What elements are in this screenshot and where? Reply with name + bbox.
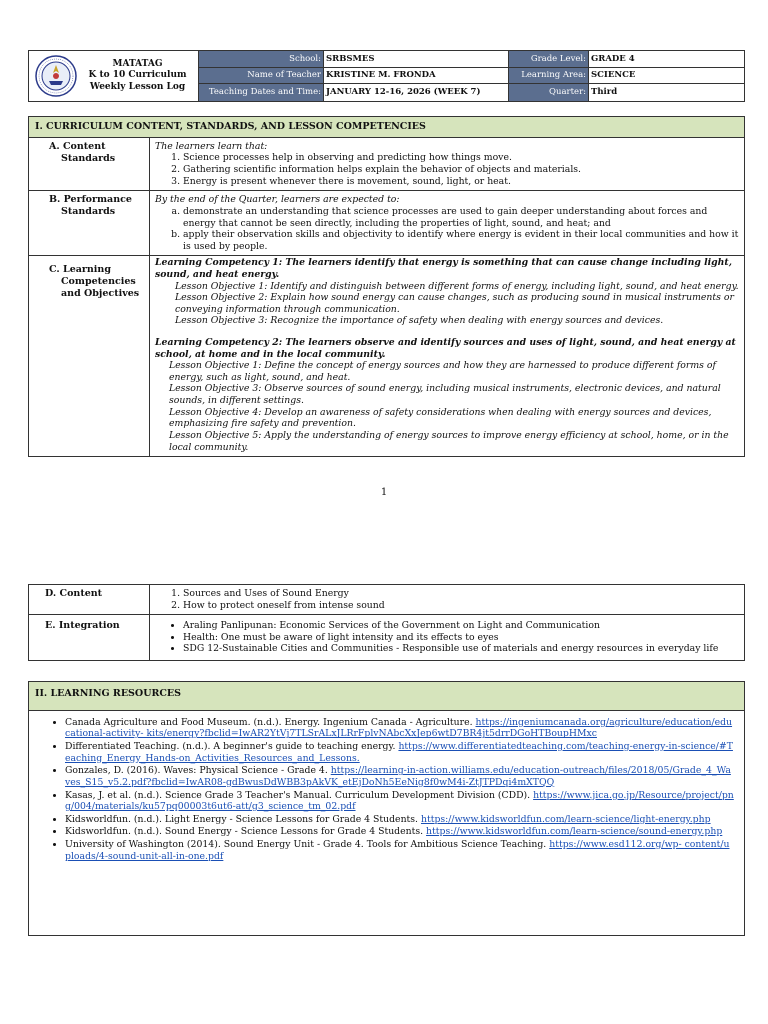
list-item: 2. Gathering scientific information helps explain the behavior of objects and materials. [183,164,739,176]
content-content [150,585,744,614]
quarter-label: Quarter: [509,84,589,101]
school-value: SRBSMES [324,51,509,68]
resources-list [29,711,744,862]
resource-link[interactable]: https://www.differentiatedteaching.com/teaching-energy-in-science/#Teaching_Energy_Hands-on_Activities_Resources_and_Lessons. [65,741,733,764]
performance-standards-label [29,191,150,255]
list-item [65,814,734,826]
content-standards-label [29,138,150,190]
integration-label: E. Integration [29,615,150,660]
resource-link[interactable]: https://www.jica.go.jp/Resource/project/png/004/materials/ku57pq00003t6ut6-att/g3_science_tm_02.pdf [65,789,734,813]
header-title-line-1: MATATAG [112,59,163,70]
teacher-value: KRISTINE M. FRONDA [324,68,509,85]
list-item [65,741,734,764]
header-title-line-2: K to 10 Curriculum [88,70,187,81]
integration-list [155,620,739,655]
list-item: • Health: One must be aware of light intensity and its effects to eyes [183,632,739,644]
lc2-objective: Lesson Objective 5: Apply the understanding of energy sources to improve energy efficiency at school, home, or in the local community. [169,429,729,453]
content-standards-intro: The learners learn that: [155,140,268,152]
competencies-row [29,256,744,456]
learning-competency-2: Learning Competency 2: The learners observe and identify sources and uses of light, sound, and heat energy at school, at home and in the local community. [155,337,736,360]
content-list [155,588,739,611]
lc2-objective: Lesson Objective 1: Define the concept of energy sources and how they are harnessed to produce different forms of energy, such as light, sound, and heat. [169,360,716,383]
content-standards-label-a: A. Content [49,140,106,152]
list-item: 2. How to protect oneself from intense sound [183,600,739,612]
header-title-block [29,51,199,101]
resource-link[interactable]: https://www.esd112.org/wp- content/uploads/4-sound-unit-all-in-one.pdf [65,838,730,862]
content-standards-content [150,138,744,190]
performance-standards-list [155,206,739,252]
curriculum-section-title: I. CURRICULUM CONTENT, STANDARDS, AND LESSON COMPETENCIES [29,117,744,138]
performance-standards-label-b: Standards [61,206,116,218]
curriculum-section [28,116,745,457]
list-item: • SDG 12-Sustainable Cities and Communities - Responsible use of materials and energy resources in everyday life [183,643,739,655]
learning-area-value: SCIENCE [589,68,744,85]
content-row [29,585,744,615]
lesson-log-header [28,50,745,102]
resource-link[interactable]: https://ingeniumcanada.org/agriculture/education/educational-activity- kits/energy?fbclid=IwAR2YtVj7TLSrALxJLRrFplvNAbcXxJep6wtD7BR4jt5drrDGoHTBoupHMxc [65,716,733,740]
header-info-grid [199,51,744,101]
resource-citation: Gonzales, D. (2016). Waves: Physical Science - Grade 4. [65,765,331,777]
lc1-objective: Lesson Objective 2: Explain how sound energy can cause changes, such as producing sound in musical instruments or conveying information through communication. [175,292,734,315]
quarter-value: Third [589,84,744,101]
list-item [65,839,734,862]
content-standards-label-b: Standards [61,152,116,164]
teacher-label: Name of Teacher [199,68,324,85]
list-item: • Araling Panlipunan: Economic Services of the Government on Light and Communication [183,620,739,632]
competencies-label [29,256,150,456]
lc2-objective: Lesson Objective 4: Develop an awareness of safety considerations when dealing with energy sources and devices, emphasizing fire safety and prevention. [169,406,712,430]
resource-citation: University of Washington (2014). Sound Energy Unit - Grade 4. Tools for Ambitious Science Teaching. [65,838,550,850]
content-integration-table [28,584,745,661]
integration-content [150,615,744,660]
resource-citation: Canada Agriculture and Food Museum. (n.d.). Energy. Ingenium Canada - Agriculture. [65,716,476,728]
resource-link[interactable]: https://www.kidsworldfun.com/learn-science/light-energy.php [420,813,711,825]
header-title-line-3: Weekly Lesson Log [89,81,186,92]
list-item: 3. Energy is present whenever there is movement, sound, light, or heat. [183,176,739,188]
resource-link[interactable]: https://learning-in-action.williams.edu/education-outreach/files/2018/05/Grade_4_Waves_S15_v5.2.pdf?fbclid=IwAR08-gdBwusDdWBB3pAkVK_etEjDoNh5EeNig8f0wM4i-ZtJTPDqi4mXTQQ [65,765,731,788]
page-number: 1 [380,487,388,498]
learning-competency-1: Learning Competency 1: The learners identify that energy is something that can cause change including light, sound, and heat energy. [155,257,732,280]
resource-citation: Kasas, J. et al. (n.d.). Science Grade 3 Teacher's Manual. Curriculum Development Division (CDD). [65,789,534,801]
header-title [77,59,198,93]
list-item: 1. Sources and Uses of Sound Energy [183,588,739,600]
school-label: School: [199,51,324,68]
resource-citation: Kidsworldfun. (n.d.). Light Energy - Science Lessons for Grade 4 Students. [65,813,421,825]
dates-value: JANUARY 12-16, 2026 (WEEK 7) [324,84,509,101]
integration-row [29,615,744,660]
list-item [65,765,734,788]
resource-citation: Differentiated Teaching. (n.d.). A beginner's guide to teaching energy. [65,741,399,753]
resource-citation: Kidsworldfun. (n.d.). Sound Energy - Science Lessons for Grade 4 Students. [65,826,427,838]
performance-standards-label-a: B. Performance [49,194,132,206]
content-standards-list [155,152,739,187]
lc1-objective: Lesson Objective 1: Identify and distinguish between different forms of energy, including light, sound, and heat energy. [175,280,739,292]
list-item [65,790,734,813]
list-item [65,717,734,740]
content-label: D. Content [29,585,150,614]
lc2-objective: Lesson Objective 3: Observe sources of sound energy, including musical instruments, electronic devices, and natural sounds, in different settings. [169,383,721,407]
learning-area-label: Learning Area: [509,68,589,85]
learning-resources-section [28,681,745,936]
lc1-objective: Lesson Objective 3: Recognize the importance of safety when dealing with energy sources and devices. [175,315,664,327]
deped-seal-icon [35,55,77,97]
list-item: b. apply their observation skills and objectivity to identify where energy is evident in their local communities and how it is used by people. [183,229,739,252]
list-item: a. demonstrate an understanding that science processes are used to gain deeper understanding about forces and energy that cannot be seen directly, including the properties of light, sound, and heat; and [183,206,739,229]
content-standards-row [29,138,744,191]
performance-standards-row [29,191,744,256]
list-item: 1. Science processes help in observing and predicting how things move. [183,152,739,164]
learning-resources-title: II. LEARNING RESOURCES [29,682,744,711]
performance-standards-content [150,191,744,255]
grade-level-label: Grade Level: [509,51,589,68]
competencies-label-a: C. Learning [49,264,111,276]
performance-standards-intro: By the end of the Quarter, learners are expected to: [155,194,400,206]
grade-level-value: GRADE 4 [589,51,744,68]
competencies-content [150,256,744,456]
dates-label: Teaching Dates and Time: [199,84,324,101]
list-item [65,826,734,838]
resource-link[interactable]: https://www.kidsworldfun.com/learn-science/sound-energy.php [426,826,723,838]
competencies-label-b: Competencies and Objectives [61,276,140,300]
